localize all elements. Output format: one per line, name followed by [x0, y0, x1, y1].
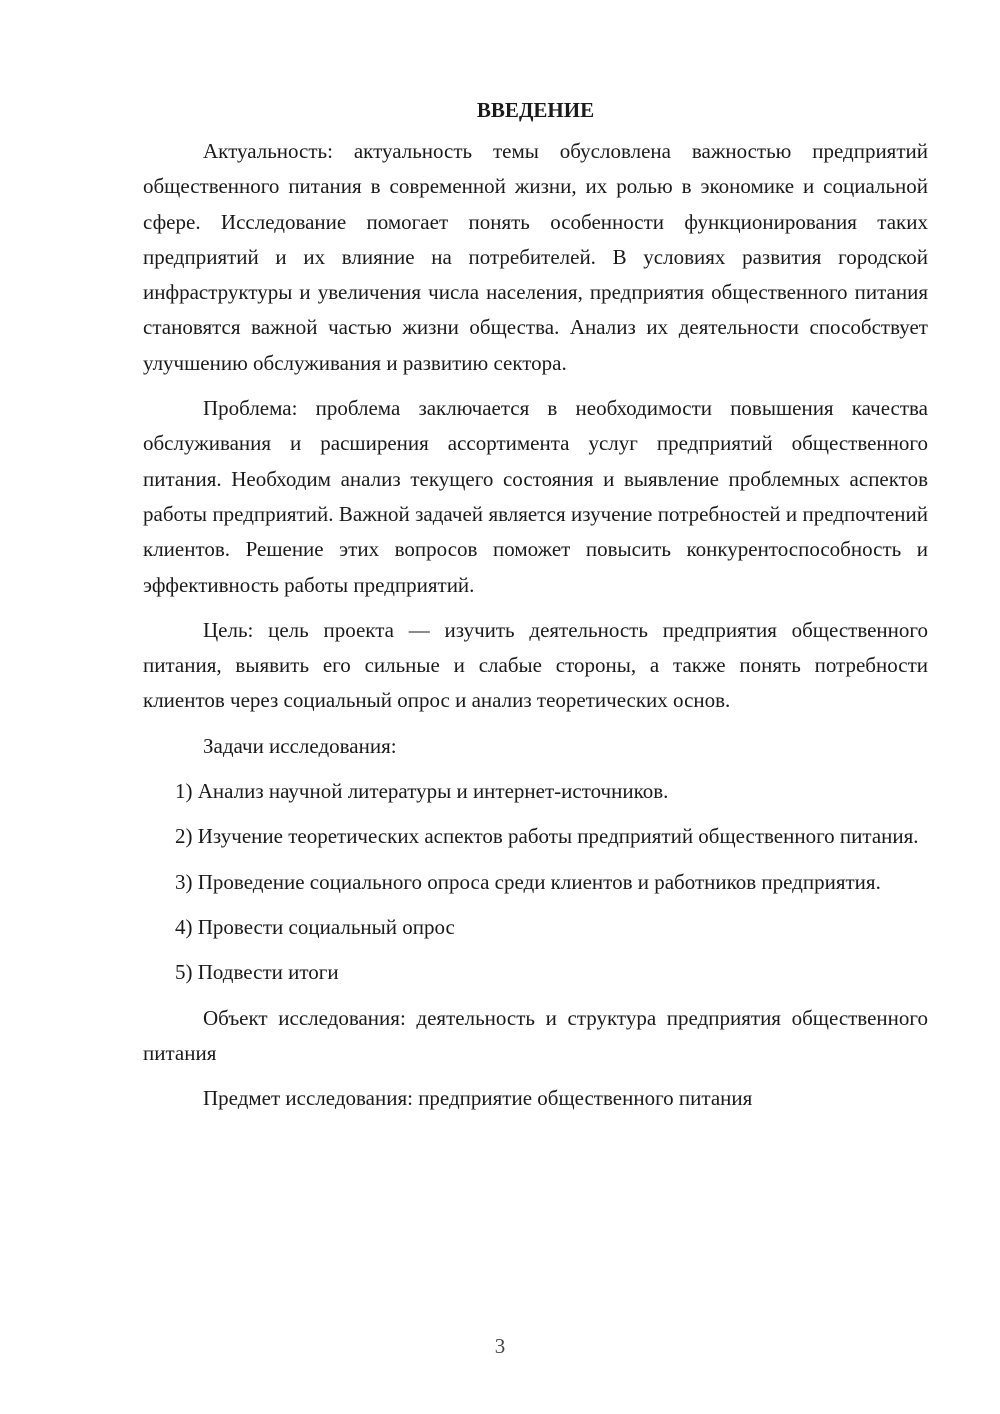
task-item: 4) Провести социальный опрос [175, 914, 455, 939]
paragraph-subject: Предмет исследования: предприятие общественного питания [203, 1086, 753, 1111]
task-item: 2) Изучение теоретических аспектов работы предприятий общественного питания. [175, 824, 919, 849]
paragraph-tasks-heading: Задачи исследования: [203, 733, 397, 758]
task-item: 5) Подвести итоги [175, 960, 339, 985]
paragraph-object: Объект исследования: деятельность и структура предприятия общественного питания [143, 1005, 928, 1065]
paragraph-goal: Цель: цель проекта — изучить деятельность предприятия общественного питания, выявить его сильные и слабые стороны, а также понять потребности клиентов через социальный опрос и анализ теоретических основ. [143, 617, 928, 713]
paragraph-problem: Проблема: проблема заключается в необходимости повышения качества обслуживания и расширения ассортимента услуг предприятий общественного питания. Необходим анализ текущего состояния и выявление проблемных аспектов работы предприятий. Важной задачей является изучение потребностей и предпочтений клиентов. Решение этих вопросов поможет повысить конкурентоспособность и эффективность работы предприятий. [143, 396, 928, 597]
document-page [143, 96, 928, 1126]
paragraph-relevance: Актуальность: актуальность темы обусловлена важностью предприятий общественного питания в современной жизни, их ролью в экономике и социальной сфере. Исследование помогает понять особенности функционирования таких предприятий и их влияние на потребителей. В условиях развития городской инфраструктуры и увеличения числа населения, предприятия общественного питания становятся важной частью жизни общества. Анализ их деятельности способствует улучшению обслуживания и развитию сектора. [143, 139, 928, 375]
task-item: 1) Анализ научной литературы и интернет-источников. [175, 779, 669, 804]
task-item: 3) Проведение социального опроса среди клиентов и работников предприятия. [175, 869, 881, 894]
document-title: ВВЕДЕНИЕ [476, 98, 595, 122]
page-number: 3 [494, 1334, 506, 1358]
